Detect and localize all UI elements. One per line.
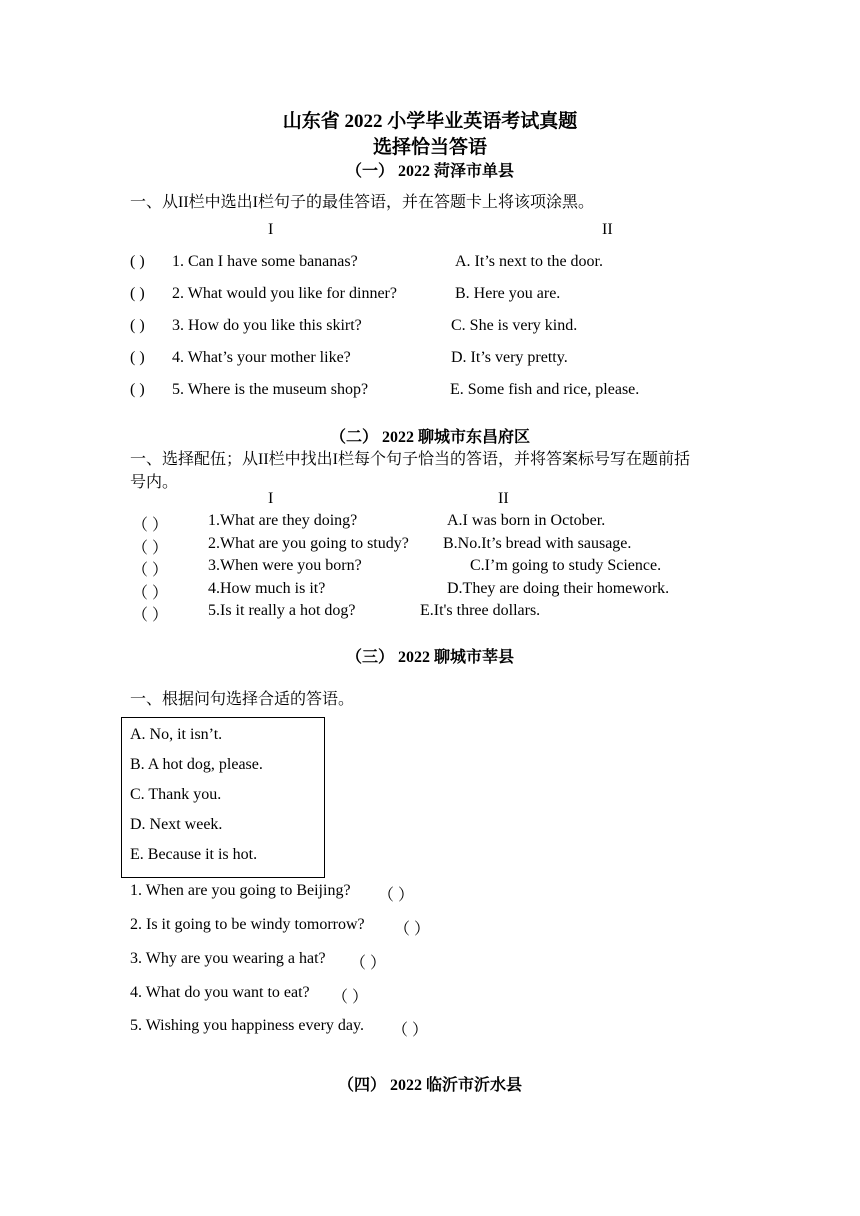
answer-blank[interactable]: ( ) xyxy=(130,349,145,366)
answer-option: C. She is very kind. xyxy=(451,317,578,334)
answer-blank[interactable]: （ ） xyxy=(132,562,169,579)
options-box xyxy=(121,717,325,878)
option-item: A. No, it isn’t. xyxy=(130,726,223,743)
section-1-col-ii: II xyxy=(602,221,613,238)
section-2-instruction-line2: 号内。 xyxy=(130,474,179,491)
question-text: 2.What are you going to study? xyxy=(208,535,409,552)
question-text: 3. How do you like this skirt? xyxy=(172,317,362,334)
section-1-instruction: 一、从II栏中选出I栏句子的最佳答语，并在答题卡上将该项涂黑。 xyxy=(130,194,594,211)
question-text: 1. When are you going to Beijing? xyxy=(130,882,351,899)
option-item: E. Because it is hot. xyxy=(130,846,258,863)
answer-blank[interactable]: （ ） xyxy=(332,989,369,1006)
answer-option: E.It's three dollars. xyxy=(420,602,541,619)
page-subtitle: 选择恰当答语 xyxy=(372,137,487,158)
answer-blank[interactable]: ( ) xyxy=(130,285,145,302)
section-1-col-i: I xyxy=(268,221,274,238)
option-item: B. A hot dog, please. xyxy=(130,756,263,773)
answer-option: B. Here you are. xyxy=(455,285,561,302)
question-text: 4. What do you want to eat? xyxy=(130,984,310,1001)
question-text: 2. Is it going to be windy tomorrow? xyxy=(130,916,365,933)
answer-blank[interactable]: ( ) xyxy=(130,253,145,270)
question-text: 1.What are they doing? xyxy=(208,512,358,529)
answer-blank[interactable]: （ ） xyxy=(392,1022,429,1039)
answer-option: A. It’s next to the door. xyxy=(455,253,603,270)
question-text: 5.Is it really a hot dog? xyxy=(208,602,356,619)
question-text: 4.How much is it? xyxy=(208,580,326,597)
page-title: 山东省 2022 小学毕业英语考试真题 xyxy=(282,111,578,132)
section-2-instruction-line1: 一、选择配伍；从II栏中找出I栏每个句子恰当的答语，并将答案标号写在题前括 xyxy=(130,451,690,468)
option-item: D. Next week. xyxy=(130,816,223,833)
answer-blank[interactable]: （ ） xyxy=(132,607,169,624)
answer-blank[interactable]: （ ） xyxy=(394,921,431,938)
section-4-title: （四） 2022 临沂市沂水县 xyxy=(337,1077,522,1094)
answer-blank[interactable]: （ ） xyxy=(132,517,169,534)
answer-blank[interactable]: （ ） xyxy=(132,540,169,557)
question-text: 5. Where is the museum shop? xyxy=(172,381,369,398)
answer-blank[interactable]: （ ） xyxy=(350,955,387,972)
answer-option: B.No.It’s bread with sausage. xyxy=(443,535,632,552)
section-1-title: （一） 2022 菏泽市单县 xyxy=(345,163,514,180)
option-item: C. Thank you. xyxy=(130,786,222,803)
question-text: 2. What would you like for dinner? xyxy=(172,285,397,302)
answer-blank[interactable]: （ ） xyxy=(132,585,169,602)
question-text: 1. Can I have some bananas? xyxy=(172,253,358,270)
section-3-instruction: 一、根据问句选择合适的答语。 xyxy=(130,691,355,708)
answer-option: C.I’m going to study Science. xyxy=(470,557,662,574)
answer-option: A.I was born in October. xyxy=(447,512,606,529)
question-text: 3. Why are you wearing a hat? xyxy=(130,950,326,967)
answer-option: E. Some fish and rice, please. xyxy=(450,381,640,398)
section-2-col-i: I xyxy=(268,490,274,507)
answer-blank[interactable]: （ ） xyxy=(378,887,415,904)
question-text: 3.When were you born? xyxy=(208,557,362,574)
answer-option: D. It’s very pretty. xyxy=(451,349,568,366)
question-text: 4. What’s your mother like? xyxy=(172,349,351,366)
question-text: 5. Wishing you happiness every day. xyxy=(130,1017,364,1034)
answer-blank[interactable]: ( ) xyxy=(130,381,145,398)
answer-option: D.They are doing their homework. xyxy=(447,580,670,597)
answer-blank[interactable]: ( ) xyxy=(130,317,145,334)
section-2-col-ii: II xyxy=(498,490,509,507)
section-3-title: （三） 2022 聊城市莘县 xyxy=(345,649,514,666)
section-2-title: （二） 2022 聊城市东昌府区 xyxy=(329,429,530,446)
